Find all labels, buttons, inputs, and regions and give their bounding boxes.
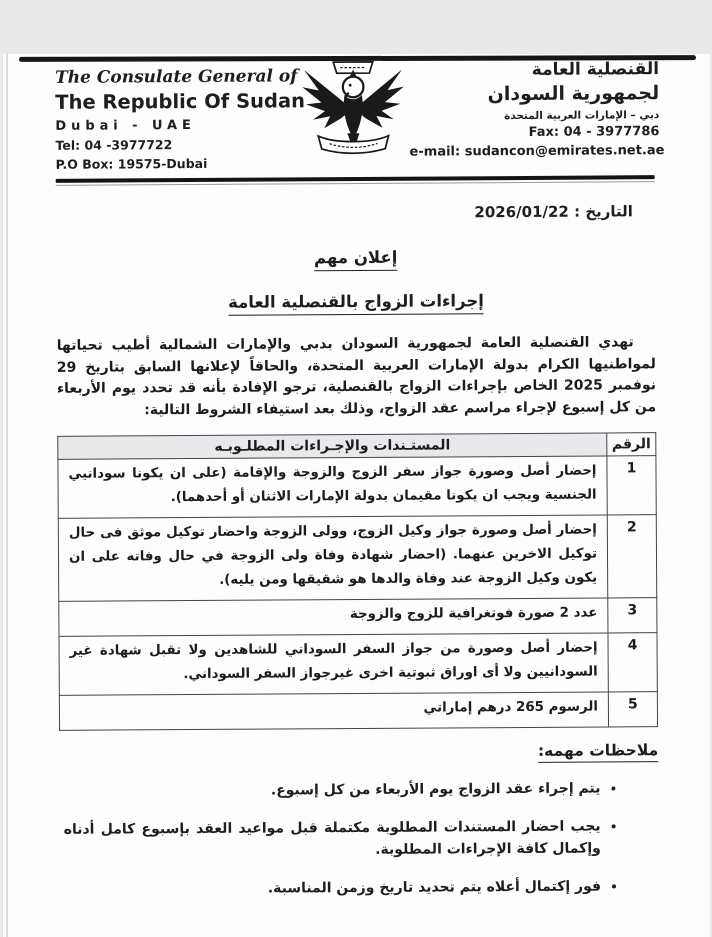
note-item: • يجب احضار المستندات المطلوبة مكتملة قبل مواعيد العقد بإسبوع كامل أدناه وإكمال كافة الإجراءات المطلوبة. [59,816,600,863]
scanned-document-page [3,54,710,937]
letterhead-english [54,54,305,172]
notes-list [59,777,659,901]
row-number: 3 [607,598,656,633]
document-content [0,52,712,901]
email-line: e-mail: sudancon@emirates.net.ae [408,143,665,160]
row-requirement-text: إحضار أصل وصورة جواز وكيل الزوج، وولى الزوجة واحضار توكيل موثق فى حال توكيل الاخرين عنهما. (احضار شهادة وفاة ولى الزوجة في حال وفاته على ان يكون وكيل الزوجة عند وفاة والدها هو شقيقها ومن يليه). [58,515,607,601]
column-header-documents: المستـندات والإجـراءات المطلـوبـه [57,433,606,459]
notes-heading-text: ملاحظات مهمه: [537,741,657,763]
document-subtitle-text: إجراءات الزواج بالقنصلية العامة [227,291,483,316]
note-item: • فور إكتمال أعلاه يتم تحديد تاريخ وزمن المناسبة. [59,876,600,901]
note-item: • يتم إجراء عقد الزواج يوم الأربعاء من كل إسبوع. [59,778,600,803]
consulate-name-line-en: The Consulate General of [54,66,298,88]
country-name-ar: لجمهورية السودان [487,82,659,106]
document-title-text: إعلان مهم [313,248,396,272]
column-header-number: الرقم [606,433,655,456]
document-title [56,246,655,273]
country-name-en: The Republic Of Sudan [54,89,305,115]
row-requirement-text: عدد 2 صورة فوتغرافية للزوج والزوجة [58,598,607,636]
row-requirement-text: إحضار أصل وصورة جواز سفر الزوج والزوجة والإقامة (على ان يكونا سودانيي الجنسية ويجب ان يكونا مقيمان بدولة الإمارات الاثنان أو أحدهما). [57,456,606,518]
row-number: 5 [608,692,657,727]
consulate-name-line-ar: القنصلية العامة [531,59,659,80]
date-line: التاريخ : 2026/01/22 [473,202,633,222]
letterhead-arabic [408,52,665,162]
row-number: 2 [607,515,657,598]
table-row [57,456,655,519]
row-requirement-text: الرسوم 265 درهم إماراتي [59,692,608,730]
fax-line: Fax: 04 - 3977786 [528,124,659,141]
city-line-ar: دبي – الإمارات العربية المتحدة [503,108,659,122]
table-row [58,598,656,637]
document-subtitle [56,290,655,317]
intro-paragraph: تهدي القنصلية العامة لجمهورية السودان بدبي والإمارات الشمالية أطيب تحياتها لمواطنيها الكرام بدولة الإمارات العربية المتحدة، والحاقاً لإعلانها السابق بتاريخ 29 نوفمبر 2025 الخاص بإجراءات الزواج بالقنصلية، ترجو الإفادة بأنه قد تحدد يوم الأربعاء من كل إسبوع لإجراء مراسم عقد الزواج، وذلك بعد استيفاء الشروط التالية: [56,334,656,418]
table-row [58,633,656,696]
sudan-coat-of-arms-emblem [296,54,409,160]
city-line-en: Dubai - UAE [54,117,196,134]
row-requirement-text: إحضار أصل وصورة من جواز السفر السوداني للشاهدين ولا تقبل شهادة غير السودانيين ولا أى اوراق ثبوتية اخرى غيرجواز السفر السوداني. [58,633,607,695]
requirements-table [57,432,658,731]
table-row [58,515,656,602]
row-number: 1 [606,456,655,515]
letterhead [54,52,665,172]
pobox-line: P.O Box: 19575-Dubai [55,155,207,172]
telephone-line: Tel: 04 -3977722 [54,136,172,153]
row-number: 4 [607,633,656,692]
table-row [59,692,657,731]
notes-heading [59,740,658,766]
